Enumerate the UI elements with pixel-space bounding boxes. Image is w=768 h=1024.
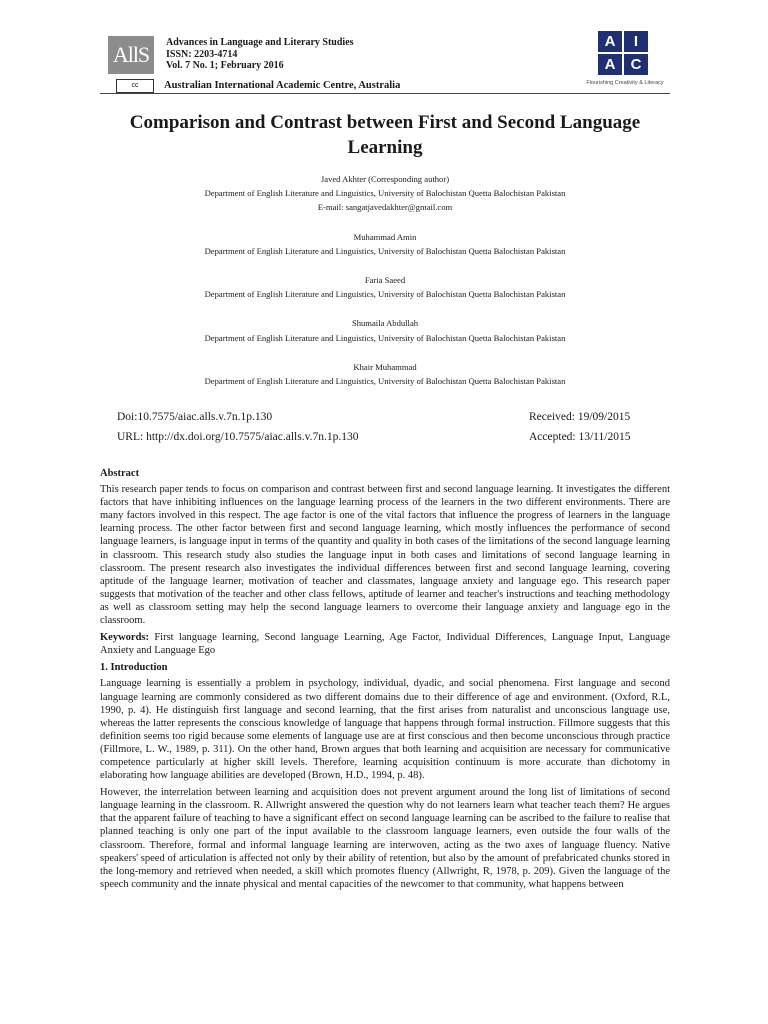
paper-title: Comparison and Contrast between First and Second Language Learning (129, 112, 641, 158)
journal-issn: ISSN: 2203-4714 (166, 48, 238, 60)
author-affiliation: Department of English Literature and Linguistics, University of Balochistan Quetta Balochistan Pakistan (204, 376, 566, 387)
abstract-text: This research paper tends to focus on comparison and contrast between first and second language learning. It investigates the different factors that have inhibiting influences on the language learning process of the learners in the two different environments. There are many factors involved in this respect. The age factor is one of the vital factors that influence the progress of learners in the language learning process. The other factor between first and second language learning, which mostly influences the performance of second language learners, is language input in terms of the quantity and quality in both cases of the limitations of the second language learning in classroom. This research study also studies the language input in both cases and limitations of second language learning in classroom. The present research also investigates the individual differences between first and second language learning, covering aptitude of the language learner, motivation of teacher and classmates, language anxiety and language ego. This research paper suggests that motivation of the teacher and other class fellows, aptitude of learner and teacher's instructions and teaching methodology as well as classroom setting may help the second language learners to overcome their language anxiety and language ego in the classroom. (100, 484, 670, 627)
author-block (100, 273, 670, 301)
author-name: Javed Akhter (Corresponding author) (320, 174, 450, 184)
url-link[interactable]: URL: http://dx.doi.org/10.7575/aiac.alls.v.7n.1p.130 (117, 431, 359, 443)
author-block (100, 316, 670, 344)
author-affiliation: Department of English Literature and Linguistics, University of Balochistan Quetta Balochistan Pakistan (204, 245, 566, 256)
author-name: Shumaila Abdullah (351, 318, 419, 329)
paragraph: Language learning is essentially a problem in psychology, individual, dyadic, and social phenomena. First language and second language learning are commonly considered as two different domains due to their difference of age and environment. (Oxford, R.L, 1990, p. 4). He distinguish first language and second learning, that the first arises from naturalist and unconscious language use, whereas the latter represents the conscious knowledge of language that happens through formal instruction. Fillmore suggests that this definition seems too rigid because some elements of language use are at first conscious and then become unconscious through practice (Fillmore, L. W., 1989, p. 311). On the other hand, Brown argues that both learning and acquisition are necessary for communicative competence particularly at higher skill levels. Therefore, learning acquisition continuum is more accurate than dichotomy in elaborating how language abilities are developed (Brown, H.D., 1994, p. 48). (100, 678, 670, 782)
aiac-tagline: Flourishing Creativity & Literacy (586, 80, 664, 86)
aiac-letter: A (598, 54, 622, 75)
keywords-text: First language learning, Second language Learning, Age Factor, Individual Differences, Language Input, Language Anxiety and Language Ego (100, 632, 670, 657)
author-block (100, 172, 670, 215)
journal-volume: Vol. 7 No. 1; February 2016 (166, 60, 284, 71)
author-name: Faria Saeed (364, 275, 406, 286)
aiac-letter: I (624, 31, 648, 52)
aiac-letter: A (598, 31, 622, 52)
keywords (100, 631, 670, 657)
aiac-logo (598, 31, 648, 75)
abstract-heading: Abstract (100, 468, 140, 479)
doi-link[interactable]: Doi:10.7575/aiac.alls.v.7n.1p.130 (117, 411, 273, 423)
accepted-date: Accepted: 13/11/2015 (529, 431, 631, 443)
author-affiliation: Department of English Literature and Linguistics, University of Balochistan Quetta Balochistan Pakistan (204, 332, 566, 343)
paragraph: However, the interrelation between learning and acquisition does not prevent argument around the long list of limitations of second language learning in the classroom. R. Allwright answered the question why do not learners learn what teacher teach them? He argues that the apparent failure of teaching to have a significant effect on second language learning can be ascribed to the failure to realise that planned teaching is only one part of the input available to the classroom language learners, even outside the four walls of the classroom. Therefore, formal and informal language learning are interwoven, acting as the two axes of language fluency. Native speakers' speed of articulation is affected not only by their ability of retention, but also by the amount of prefabricated chunks stored in the long-memory and retrieved when needed, a skill which promotes fluency (Allwright, R, 1978, p. 209). Given the language of the speech community and the innate physical and mental capacities of the newcomer to that community, what happens between (100, 787, 670, 890)
cc-license-icon[interactable]: cc (116, 79, 154, 93)
journal-name: Advances in Language and Literary Studies (166, 37, 354, 48)
journal-logo: AllS (108, 36, 154, 74)
journal-info (166, 37, 354, 72)
paper-body (100, 467, 670, 895)
header-divider (100, 93, 670, 94)
author-name: Muhammad Amin (353, 231, 417, 242)
doi-block (117, 407, 637, 447)
author-block (100, 230, 670, 258)
author-list (100, 172, 670, 403)
keywords-label: Keywords: (100, 632, 149, 644)
author-affiliation: Department of English Literature and Linguistics, University of Balochistan Quetta Balochistan Pakistan (204, 289, 566, 300)
author-block (100, 360, 670, 388)
received-date: Received: 19/09/2015 (529, 411, 631, 423)
section-heading: 1. Introduction (100, 662, 168, 674)
author-affiliation: Department of English Literature and Linguistics, University of Balochistan Quetta Balochistan Pakistan (204, 188, 566, 199)
aiac-letter: C (624, 54, 648, 75)
author-name: Khair Muhammad (353, 361, 417, 372)
author-email[interactable]: E-mail: sangatjavedakhter@gmail.com (317, 202, 453, 213)
publisher-name: Australian International Academic Centre, Australia (164, 80, 401, 91)
